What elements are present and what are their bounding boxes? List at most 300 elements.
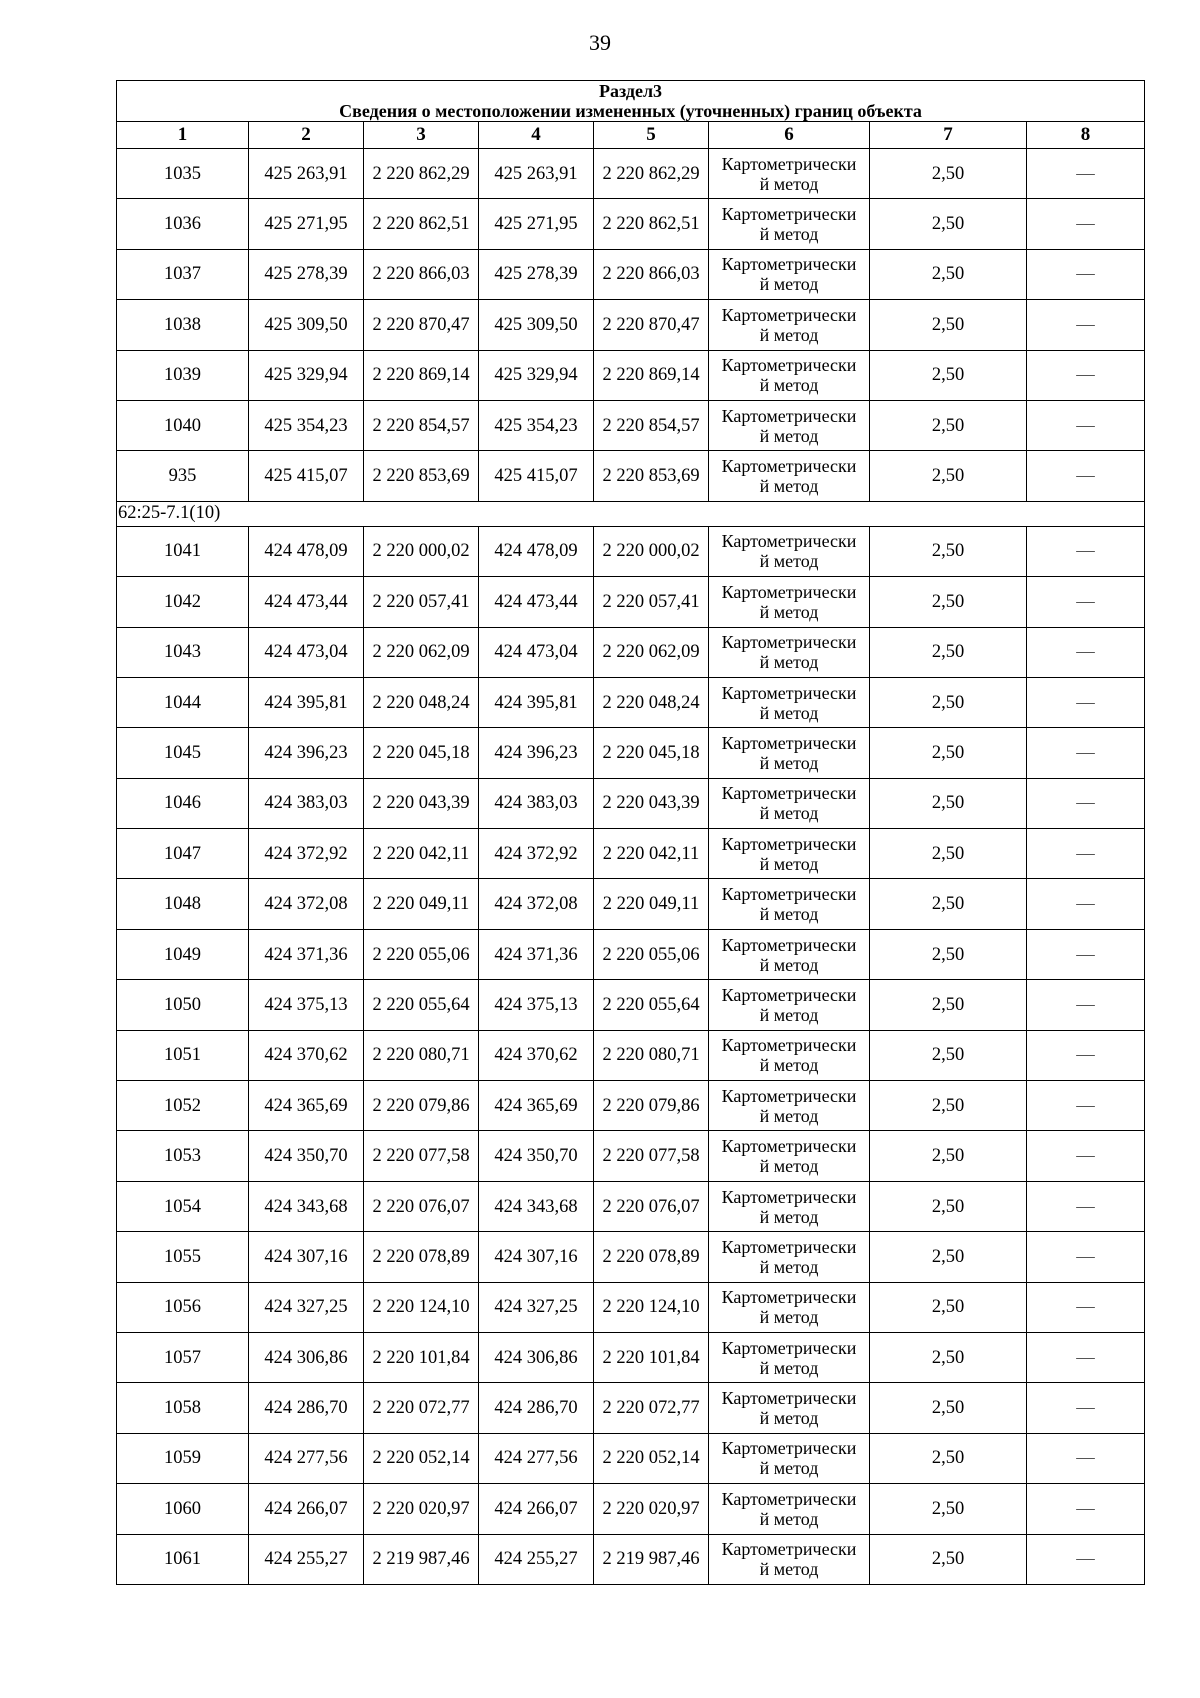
method-cell [709, 1282, 870, 1332]
description-cell: — [1027, 1131, 1145, 1181]
accuracy-cell: 2,50 [870, 400, 1027, 450]
y-coordinate-cell: 2 220 101,84 [594, 1332, 709, 1382]
description-cell: — [1027, 249, 1145, 299]
table-row [117, 350, 1145, 400]
table-row [117, 300, 1145, 350]
method-line: Картометрически [721, 833, 857, 854]
y-coordinate-cell: 2 220 042,11 [364, 829, 479, 879]
y-coordinate-cell: 2 220 076,07 [364, 1181, 479, 1231]
method-line: Картометрически [721, 204, 857, 225]
y-coordinate-cell: 2 220 055,06 [364, 929, 479, 979]
method-cell [709, 728, 870, 778]
y-coordinate-cell: 2 220 052,14 [594, 1433, 709, 1483]
y-coordinate-cell: 2 220 043,39 [364, 778, 479, 828]
method-line: Картометрически [721, 632, 857, 653]
method-line: Картометрически [721, 783, 857, 804]
method-cell [709, 400, 870, 450]
y-coordinate-cell: 2 220 078,89 [364, 1232, 479, 1282]
method-line: Картометрически [721, 456, 857, 477]
description-cell: — [1027, 1181, 1145, 1231]
method-line: й метод [759, 324, 819, 345]
x-coordinate-cell: 424 478,09 [479, 526, 594, 576]
method-line: й метод [759, 1357, 819, 1378]
y-coordinate-cell: 2 220 042,11 [594, 829, 709, 879]
column-header: 2 [249, 122, 364, 149]
accuracy-cell: 2,50 [870, 1181, 1027, 1231]
method-line: Картометрически [721, 1186, 857, 1207]
method-line: й метод [759, 274, 819, 295]
method-line: Картометрически [721, 1085, 857, 1106]
point-number-cell: 1058 [117, 1383, 249, 1433]
table-row [117, 1131, 1145, 1181]
method-cell [709, 300, 870, 350]
x-coordinate-cell: 425 309,50 [249, 300, 364, 350]
accuracy-cell: 2,50 [870, 1534, 1027, 1584]
group-label-row [117, 501, 1145, 526]
accuracy-cell: 2,50 [870, 1433, 1027, 1483]
method-line: й метод [759, 551, 819, 572]
y-coordinate-cell: 2 220 055,64 [594, 980, 709, 1030]
method-cell [709, 577, 870, 627]
x-coordinate-cell: 424 350,70 [249, 1131, 364, 1181]
y-coordinate-cell: 2 220 862,51 [364, 199, 479, 249]
method-line: й метод [759, 702, 819, 723]
y-coordinate-cell: 2 220 072,77 [594, 1383, 709, 1433]
column-header: 5 [594, 122, 709, 149]
accuracy-cell: 2,50 [870, 451, 1027, 501]
x-coordinate-cell: 424 365,69 [249, 1081, 364, 1131]
method-cell [709, 1181, 870, 1231]
x-coordinate-cell: 424 327,25 [249, 1282, 364, 1332]
point-number-cell: 1048 [117, 879, 249, 929]
x-coordinate-cell: 424 473,04 [249, 627, 364, 677]
method-line: Картометрически [721, 1035, 857, 1056]
method-cell [709, 1383, 870, 1433]
accuracy-cell: 2,50 [870, 1131, 1027, 1181]
column-header-row [117, 122, 1145, 149]
y-coordinate-cell: 2 220 124,10 [364, 1282, 479, 1332]
y-coordinate-cell: 2 220 062,09 [364, 627, 479, 677]
method-line: Картометрически [721, 153, 857, 174]
description-cell: — [1027, 400, 1145, 450]
method-line: й метод [759, 904, 819, 925]
x-coordinate-cell: 424 365,69 [479, 1081, 594, 1131]
description-cell: — [1027, 1433, 1145, 1483]
accuracy-cell: 2,50 [870, 980, 1027, 1030]
method-line: Картометрически [721, 984, 857, 1005]
point-number-cell: 1037 [117, 249, 249, 299]
point-number-cell: 1055 [117, 1232, 249, 1282]
y-coordinate-cell: 2 220 862,29 [594, 149, 709, 199]
y-coordinate-cell: 2 220 077,58 [594, 1131, 709, 1181]
table-row [117, 451, 1145, 501]
method-line: Картометрически [721, 1136, 857, 1157]
accuracy-cell: 2,50 [870, 1484, 1027, 1534]
description-cell: — [1027, 149, 1145, 199]
method-line: Картометрически [721, 1236, 857, 1257]
y-coordinate-cell: 2 220 080,71 [594, 1030, 709, 1080]
method-cell [709, 829, 870, 879]
section-label: Раздел3 [598, 81, 663, 101]
method-cell [709, 1534, 870, 1584]
table-row [117, 577, 1145, 627]
x-coordinate-cell: 425 329,94 [249, 350, 364, 400]
method-line: Картометрически [721, 531, 857, 552]
point-number-cell: 1043 [117, 627, 249, 677]
method-cell [709, 879, 870, 929]
description-cell: — [1027, 929, 1145, 979]
description-cell: — [1027, 199, 1145, 249]
accuracy-cell: 2,50 [870, 1383, 1027, 1433]
point-number-cell: 1042 [117, 577, 249, 627]
x-coordinate-cell: 425 415,07 [249, 451, 364, 501]
accuracy-cell: 2,50 [870, 526, 1027, 576]
x-coordinate-cell: 425 329,94 [479, 350, 594, 400]
x-coordinate-cell: 424 383,03 [249, 778, 364, 828]
y-coordinate-cell: 2 220 048,24 [364, 677, 479, 727]
point-number-cell: 1040 [117, 400, 249, 450]
method-cell [709, 526, 870, 576]
description-cell: — [1027, 1232, 1145, 1282]
point-number-cell: 1061 [117, 1534, 249, 1584]
y-coordinate-cell: 2 220 866,03 [364, 249, 479, 299]
y-coordinate-cell: 2 220 854,57 [594, 400, 709, 450]
accuracy-cell: 2,50 [870, 577, 1027, 627]
method-line: Картометрически [721, 1488, 857, 1509]
description-cell: — [1027, 829, 1145, 879]
method-line: Картометрически [721, 405, 857, 426]
point-number-cell: 1049 [117, 929, 249, 979]
method-line: й метод [759, 1559, 819, 1580]
point-number-cell: 1051 [117, 1030, 249, 1080]
table-row [117, 1030, 1145, 1080]
x-coordinate-cell: 425 278,39 [249, 249, 364, 299]
table-row [117, 829, 1145, 879]
table-header-section [117, 81, 1145, 122]
method-line: Картометрически [721, 934, 857, 955]
accuracy-cell: 2,50 [870, 350, 1027, 400]
method-line: й метод [759, 954, 819, 975]
y-coordinate-cell: 2 220 077,58 [364, 1131, 479, 1181]
x-coordinate-cell: 424 286,70 [249, 1383, 364, 1433]
method-cell [709, 249, 870, 299]
method-cell [709, 451, 870, 501]
x-coordinate-cell: 424 343,68 [479, 1181, 594, 1231]
method-line: й метод [759, 1206, 819, 1227]
column-header: 1 [117, 122, 249, 149]
x-coordinate-cell: 424 375,13 [249, 980, 364, 1030]
point-number-cell: 1041 [117, 526, 249, 576]
y-coordinate-cell: 2 220 000,02 [364, 526, 479, 576]
method-line: Картометрически [721, 1438, 857, 1459]
method-line: Картометрически [721, 304, 857, 325]
y-coordinate-cell: 2 220 049,11 [594, 879, 709, 929]
x-coordinate-cell: 424 372,08 [249, 879, 364, 929]
method-line: й метод [759, 1004, 819, 1025]
y-coordinate-cell: 2 220 052,14 [364, 1433, 479, 1483]
table-row [117, 1232, 1145, 1282]
x-coordinate-cell: 424 395,81 [479, 677, 594, 727]
y-coordinate-cell: 2 220 000,02 [594, 526, 709, 576]
method-line: й метод [759, 1156, 819, 1177]
method-line: й метод [759, 476, 819, 497]
description-cell: — [1027, 728, 1145, 778]
description-cell: — [1027, 1534, 1145, 1584]
description-cell: — [1027, 1332, 1145, 1382]
table-title: Сведения о местоположении измененных (уточненных) границ объекта [339, 101, 922, 121]
y-coordinate-cell: 2 220 079,86 [364, 1081, 479, 1131]
description-cell: — [1027, 778, 1145, 828]
x-coordinate-cell: 424 396,23 [249, 728, 364, 778]
description-cell: — [1027, 627, 1145, 677]
x-coordinate-cell: 425 271,95 [249, 199, 364, 249]
y-coordinate-cell: 2 220 853,69 [594, 451, 709, 501]
page-number: 39 [589, 30, 611, 55]
x-coordinate-cell: 424 286,70 [479, 1383, 594, 1433]
y-coordinate-cell: 2 220 080,71 [364, 1030, 479, 1080]
x-coordinate-cell: 424 350,70 [479, 1131, 594, 1181]
method-cell [709, 627, 870, 677]
x-coordinate-cell: 424 255,27 [249, 1534, 364, 1584]
point-number-cell: 1056 [117, 1282, 249, 1332]
method-line: Картометрически [721, 355, 857, 376]
y-coordinate-cell: 2 220 020,97 [364, 1484, 479, 1534]
point-number-cell: 1036 [117, 199, 249, 249]
point-number-cell: 1060 [117, 1484, 249, 1534]
x-coordinate-cell: 424 327,25 [479, 1282, 594, 1332]
accuracy-cell: 2,50 [870, 929, 1027, 979]
table-row [117, 980, 1145, 1030]
method-line: й метод [759, 224, 819, 245]
x-coordinate-cell: 424 277,56 [479, 1433, 594, 1483]
table-row [117, 1484, 1145, 1534]
method-line: Картометрически [721, 1287, 857, 1308]
x-coordinate-cell: 424 306,86 [479, 1332, 594, 1382]
table-row [117, 149, 1145, 199]
point-number-cell: 1047 [117, 829, 249, 879]
method-line: Картометрически [721, 1539, 857, 1560]
description-cell: — [1027, 879, 1145, 929]
method-line: й метод [759, 1458, 819, 1479]
point-number-cell: 1052 [117, 1081, 249, 1131]
accuracy-cell: 2,50 [870, 677, 1027, 727]
y-coordinate-cell: 2 220 048,24 [594, 677, 709, 727]
y-coordinate-cell: 2 220 020,97 [594, 1484, 709, 1534]
accuracy-cell: 2,50 [870, 149, 1027, 199]
y-coordinate-cell: 2 220 870,47 [594, 300, 709, 350]
accuracy-cell: 2,50 [870, 879, 1027, 929]
table-row [117, 1181, 1145, 1231]
table-row [117, 249, 1145, 299]
method-line: й метод [759, 601, 819, 622]
x-coordinate-cell: 424 375,13 [479, 980, 594, 1030]
description-cell: — [1027, 677, 1145, 727]
y-coordinate-cell: 2 220 062,09 [594, 627, 709, 677]
x-coordinate-cell: 424 371,36 [479, 929, 594, 979]
y-coordinate-cell: 2 220 854,57 [364, 400, 479, 450]
method-line: Картометрически [721, 254, 857, 275]
description-cell: — [1027, 980, 1145, 1030]
x-coordinate-cell: 424 372,08 [479, 879, 594, 929]
x-coordinate-cell: 425 278,39 [479, 249, 594, 299]
column-header: 3 [364, 122, 479, 149]
y-coordinate-cell: 2 220 079,86 [594, 1081, 709, 1131]
description-cell: — [1027, 577, 1145, 627]
accuracy-cell: 2,50 [870, 1332, 1027, 1382]
x-coordinate-cell: 424 395,81 [249, 677, 364, 727]
x-coordinate-cell: 424 307,16 [479, 1232, 594, 1282]
y-coordinate-cell: 2 220 869,14 [594, 350, 709, 400]
x-coordinate-cell: 425 415,07 [479, 451, 594, 501]
accuracy-cell: 2,50 [870, 778, 1027, 828]
description-cell: — [1027, 1282, 1145, 1332]
method-cell [709, 1484, 870, 1534]
method-line: Картометрически [721, 682, 857, 703]
accuracy-cell: 2,50 [870, 1081, 1027, 1131]
table-row [117, 879, 1145, 929]
method-line: й метод [759, 853, 819, 874]
point-number-cell: 1059 [117, 1433, 249, 1483]
description-cell: — [1027, 1383, 1145, 1433]
method-line: Картометрически [721, 581, 857, 602]
method-cell [709, 199, 870, 249]
point-number-cell: 1035 [117, 149, 249, 199]
method-line: й метод [759, 1055, 819, 1076]
x-coordinate-cell: 425 263,91 [249, 149, 364, 199]
method-cell [709, 1081, 870, 1131]
x-coordinate-cell: 424 255,27 [479, 1534, 594, 1584]
point-number-cell: 1045 [117, 728, 249, 778]
y-coordinate-cell: 2 220 055,64 [364, 980, 479, 1030]
boundary-coordinates-table [116, 80, 1145, 1585]
point-number-cell: 1039 [117, 350, 249, 400]
x-coordinate-cell: 424 383,03 [479, 778, 594, 828]
method-line: й метод [759, 1105, 819, 1126]
x-coordinate-cell: 425 271,95 [479, 199, 594, 249]
x-coordinate-cell: 425 354,23 [479, 400, 594, 450]
table-row [117, 1332, 1145, 1382]
point-number-cell: 1057 [117, 1332, 249, 1382]
description-cell: — [1027, 526, 1145, 576]
x-coordinate-cell: 424 266,07 [249, 1484, 364, 1534]
point-number-cell: 1050 [117, 980, 249, 1030]
table-row [117, 1081, 1145, 1131]
table-row [117, 677, 1145, 727]
method-line: й метод [759, 375, 819, 396]
y-coordinate-cell: 2 219 987,46 [594, 1534, 709, 1584]
method-cell [709, 929, 870, 979]
y-coordinate-cell: 2 220 078,89 [594, 1232, 709, 1282]
description-cell: — [1027, 451, 1145, 501]
accuracy-cell: 2,50 [870, 1282, 1027, 1332]
description-cell: — [1027, 1030, 1145, 1080]
column-header: 8 [1027, 122, 1145, 149]
table-body [117, 149, 1145, 1585]
table-row [117, 199, 1145, 249]
y-coordinate-cell: 2 220 076,07 [594, 1181, 709, 1231]
y-coordinate-cell: 2 220 870,47 [364, 300, 479, 350]
x-coordinate-cell: 424 372,92 [249, 829, 364, 879]
accuracy-cell: 2,50 [870, 627, 1027, 677]
method-line: й метод [759, 752, 819, 773]
method-cell [709, 677, 870, 727]
y-coordinate-cell: 2 220 057,41 [364, 577, 479, 627]
method-line: Картометрически [721, 732, 857, 753]
y-coordinate-cell: 2 220 049,11 [364, 879, 479, 929]
method-cell [709, 1131, 870, 1181]
method-cell [709, 149, 870, 199]
x-coordinate-cell: 424 372,92 [479, 829, 594, 879]
point-number-cell: 1046 [117, 778, 249, 828]
accuracy-cell: 2,50 [870, 1232, 1027, 1282]
method-line: й метод [759, 1508, 819, 1529]
method-cell [709, 1433, 870, 1483]
accuracy-cell: 2,50 [870, 199, 1027, 249]
point-number-cell: 1044 [117, 677, 249, 727]
description-cell: — [1027, 300, 1145, 350]
point-number-cell: 1053 [117, 1131, 249, 1181]
method-cell [709, 980, 870, 1030]
y-coordinate-cell: 2 220 057,41 [594, 577, 709, 627]
table-heading [117, 81, 1145, 122]
y-coordinate-cell: 2 220 055,06 [594, 929, 709, 979]
y-coordinate-cell: 2 220 045,18 [364, 728, 479, 778]
y-coordinate-cell: 2 220 869,14 [364, 350, 479, 400]
method-line: й метод [759, 1307, 819, 1328]
point-number-cell: 935 [117, 451, 249, 501]
table-row [117, 400, 1145, 450]
x-coordinate-cell: 424 473,04 [479, 627, 594, 677]
column-header: 6 [709, 122, 870, 149]
y-coordinate-cell: 2 220 072,77 [364, 1383, 479, 1433]
x-coordinate-cell: 425 354,23 [249, 400, 364, 450]
y-coordinate-cell: 2 220 862,51 [594, 199, 709, 249]
table-row [117, 778, 1145, 828]
point-number-cell: 1038 [117, 300, 249, 350]
column-header: 7 [870, 122, 1027, 149]
accuracy-cell: 2,50 [870, 1030, 1027, 1080]
x-coordinate-cell: 424 478,09 [249, 526, 364, 576]
method-line: Картометрически [721, 1388, 857, 1409]
table-row [117, 1534, 1145, 1584]
y-coordinate-cell: 2 220 862,29 [364, 149, 479, 199]
y-coordinate-cell: 2 220 045,18 [594, 728, 709, 778]
method-cell [709, 1030, 870, 1080]
table-row [117, 1383, 1145, 1433]
description-cell: — [1027, 350, 1145, 400]
group-label: 62:25-7.1(10) [117, 501, 1145, 526]
method-line: й метод [759, 803, 819, 824]
accuracy-cell: 2,50 [870, 249, 1027, 299]
x-coordinate-cell: 424 473,44 [249, 577, 364, 627]
x-coordinate-cell: 424 343,68 [249, 1181, 364, 1231]
accuracy-cell: 2,50 [870, 829, 1027, 879]
x-coordinate-cell: 424 370,62 [479, 1030, 594, 1080]
table-row [117, 929, 1145, 979]
table-row [117, 526, 1145, 576]
y-coordinate-cell: 2 219 987,46 [364, 1534, 479, 1584]
x-coordinate-cell: 424 396,23 [479, 728, 594, 778]
description-cell: — [1027, 1081, 1145, 1131]
x-coordinate-cell: 425 309,50 [479, 300, 594, 350]
x-coordinate-cell: 424 277,56 [249, 1433, 364, 1483]
method-line: Картометрически [721, 1337, 857, 1358]
point-number-cell: 1054 [117, 1181, 249, 1231]
table-row [117, 627, 1145, 677]
y-coordinate-cell: 2 220 043,39 [594, 778, 709, 828]
y-coordinate-cell: 2 220 101,84 [364, 1332, 479, 1382]
column-header: 4 [479, 122, 594, 149]
